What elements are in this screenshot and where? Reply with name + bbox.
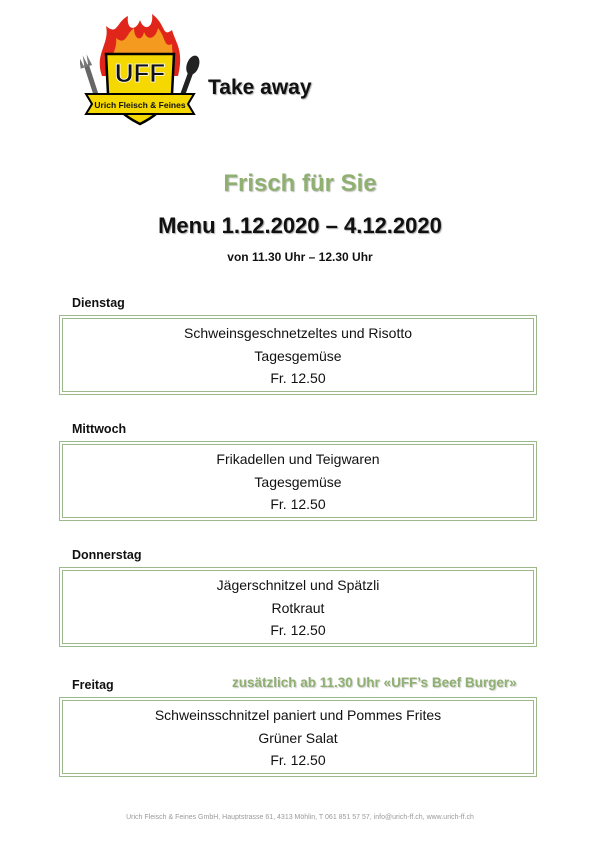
menu-box-donnerstag <box>62 570 534 644</box>
menu-title: Menu 1.12.2020 – 4.12.2020 <box>158 213 442 238</box>
burger-note: zusätzlich ab 11.30 Uhr «UFF’s Beef Burger» <box>232 675 517 690</box>
price: Fr. 12.50 <box>270 370 326 386</box>
headline: Frisch für Sie <box>223 170 377 197</box>
price: Fr. 12.50 <box>270 496 326 512</box>
day-label-dienstag: Dienstag <box>72 296 125 310</box>
price: Fr. 12.50 <box>270 752 326 768</box>
logo-banner: Urich Fleisch & Feines <box>94 100 186 110</box>
dish: Schweinsgeschnetzeltes und Risotto <box>183 325 413 341</box>
dish: Schweinsschnitzel paniert und Pommes Frites <box>154 707 442 723</box>
uff-logo <box>80 14 200 134</box>
menu-box-dienstag <box>62 318 534 392</box>
side-dish: Tagesgemüse <box>254 473 342 490</box>
logo-text: UFF <box>114 58 166 88</box>
side-dish: Tagesgemüse <box>254 347 342 364</box>
side-dish: Grüner Salat <box>258 729 338 746</box>
footer-address: Urich Fleisch & Feines GmbH, Hauptstrasse 61, 4313 Möhlin, T 061 851 57 57, info@urich-ff.ch, www.urich-ff.ch <box>126 814 474 821</box>
menu-box-freitag <box>62 700 534 774</box>
service-hours: von 11.30 Uhr – 12.30 Uhr <box>227 250 373 264</box>
day-label-donnerstag: Donnerstag <box>72 548 142 562</box>
day-label-mittwoch: Mittwoch <box>72 422 127 436</box>
dish: Jägerschnitzel und Spätzli <box>216 577 380 593</box>
brand-subtitle: Take away <box>208 76 312 99</box>
side-dish: Rotkraut <box>271 599 325 616</box>
day-label-freitag: Freitag <box>72 678 114 692</box>
price: Fr. 12.50 <box>270 622 326 638</box>
dish: Frikadellen und Teigwaren <box>216 451 380 467</box>
menu-box-mittwoch <box>62 444 534 518</box>
